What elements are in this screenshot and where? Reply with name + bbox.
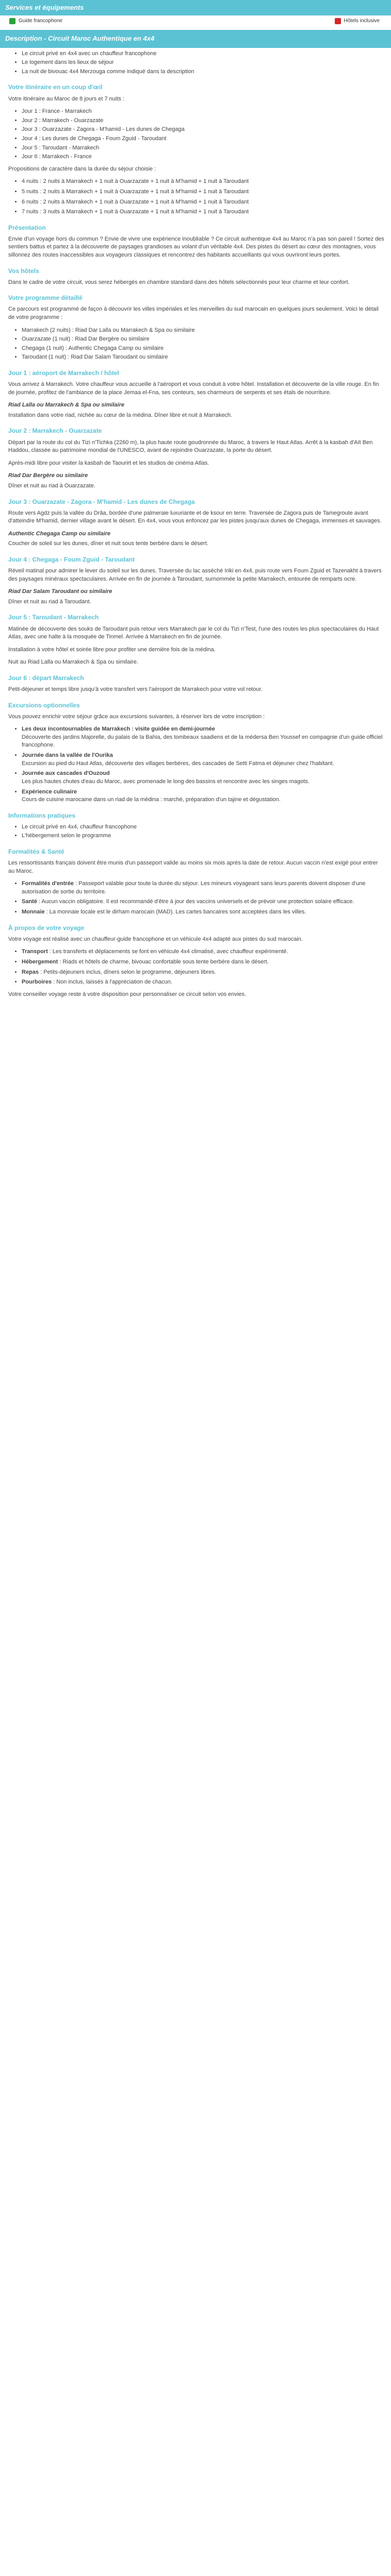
detail-title: Votre programme détaillé — [8, 294, 83, 302]
service-hotels-label: Hôtels inclusive — [344, 18, 380, 24]
day3-text: Route vers Agdz puis la vallée du Drâa, bordée d'une palmeraie luxuriante et de ksour en terre. Traversée de Zagora puis de Tamegroute avant d'atteindre M'hamid, dernier village avant le désert. En 4x4, vous vous enfoncez par les pistes jusqu'aux dunes de Chegaga, immenses et sauvages. — [8, 510, 382, 524]
optional-title: Excursions optionnelles — [8, 701, 80, 709]
hotels-title: Vos hôtels — [8, 267, 39, 275]
itinerary-title: Votre itinéraire en un coup d'œil — [8, 83, 103, 91]
formalities-label: Santé — [22, 899, 37, 905]
service-guide-label: Guide francophone — [19, 18, 63, 24]
apropos-label: Transport — [22, 948, 48, 955]
day4-text: Réveil matinal pour admirer le lever du soleil sur les dunes. Traversée du lac asséché Iriki en 4x4, puis route vers Foum Zguid et Tazenakht à travers des paysages minéraux spectaculaires. Arrivée en fin de journée à Taroudant, surnommée la petite Marrakech, entourée de remparts ocre. — [8, 568, 382, 582]
optional-item-text: Découverte des jardins Majorelle, du palais de la Bahia, des tombeaux saadiens et de la médersa Ben Youssef en compagnie d'un guide officiel francophone. — [22, 734, 383, 749]
optional-item-title: Les deux incontournables de Marrakech : visite guidée en demi-journée — [22, 726, 215, 733]
list-item: • 7 nuits : 3 nuits à Marrakech + 1 nuit à Ouarzazate + 1 nuit à M'hamid + 1 nuit à Taroudant — [22, 208, 385, 216]
formalities-label: Monnaie — [22, 909, 45, 916]
presentation-text: Envie d'un voyage hors du commun ? Envie de vivre une expérience inoubliable ? Ce circuit authentique 4x4 au Maroc n'a pas son pareil ! Sortez des sentiers battus et partez à la découverte de paysages grandioses au volant d'un véritable 4x4. Des pistes du désert au cœur des montagnes, vous sillonnez des routes inaccessibles aux voyageurs classiques et rencontrez des habitants accueillants qui vous ouvriront leurs portes. — [8, 235, 384, 259]
list-item: • Le logement dans les lieux de séjour — [22, 59, 385, 67]
list-item: • Monnaie : La monnaie locale est le dirham marocain (MAD). Les cartes bancaires sont acceptées dans les villes. — [22, 908, 385, 917]
list-item: • Ouarzazate (1 nuit) : Riad Dar Bergère ou similaire — [22, 335, 385, 344]
day2-title: Jour 2 : Marrakech - Ouarzazate — [8, 427, 102, 435]
day6-title: Jour 6 : départ Marrakech — [8, 674, 84, 682]
formalities-title: Formalités & Santé — [8, 848, 64, 855]
service-guide — [9, 18, 62, 25]
day6-text: Petit-déjeuner et temps libre jusqu'à votre transfert vers l'aéroport de Marrakech pour votre vol retour. — [8, 686, 263, 692]
apropos-footer: Votre conseiller voyage reste à votre disposition pour personnaliser ce circuit selon vos envies. — [8, 991, 247, 997]
list-item: • Jour 3 : Ouarzazate - Zagora - M'hamid - Les dunes de Chegaga — [22, 126, 385, 134]
main-content — [0, 48, 391, 1014]
itinerary-days — [8, 108, 385, 161]
list-item: • La nuit de bivouac 4x4 Merzouga comme indiqué dans la description — [22, 68, 385, 76]
optional-intro: Vous pouvez enrichir votre séjour grâce aux excursions suivantes, à réserver lors de votre inscription : — [8, 713, 265, 720]
apropos-label: Repas — [22, 969, 39, 975]
list-item: • Repas : Petits-déjeuners inclus, dîners selon le programme, déjeuners libres. — [22, 969, 385, 977]
included-title: Informations pratiques — [8, 811, 76, 819]
hotel-options — [8, 178, 385, 216]
day3-note: Coucher de soleil sur les dunes, dîner et nuit sous tente berbère dans le désert. — [8, 540, 208, 547]
list-item — [22, 752, 385, 768]
day2-note: Dîner et nuit au riad à Ouarzazate. — [8, 482, 95, 489]
apropos-item-text: Non inclus, laissés à l'appréciation de chacun. — [56, 979, 172, 986]
day5-note: Nuit au Riad Lalla ou Marrakech & Spa ou similaire. — [8, 659, 138, 666]
apropos-title: À propos de votre voyage — [8, 924, 85, 931]
list-item — [22, 770, 385, 786]
day2-text: Départ par la route du col du Tizi n'Tichka (2260 m), la plus haute route goudronnée du Maroc, à travers le Haut Atlas. Arrêt à la kasbah d'Aït Ben Haddou, classée au patrimoine mondial de l'UNESCO, avant de rejoindre Ouarzazate, la porte du désert. — [8, 439, 373, 454]
list-item: • Jour 1 : France - Marrakech — [22, 108, 385, 116]
list-item: • Chegaga (1 nuit) : Authentic Chegaga Camp ou similaire — [22, 345, 385, 353]
day5-text: Matinée de découverte des souks de Taroudant puis retour vers Marrakech par le col du Tizi n'Test, l'une des routes les plus spectaculaires du Haut Atlas, avec une halte à la mosquée de Tinmel. Arrivée à Marrakech en fin de journée. — [8, 625, 379, 640]
day1-title: Jour 1 : aéroport de Marrakech / hôtel — [8, 369, 119, 377]
list-item: • 5 nuits : 2 nuits à Marrakech + 1 nuit à Ouarzazate + 1 nuit à M'hamid + 1 nuit à Taroudant — [22, 188, 385, 196]
description-title: Description - Circuit Maroc Authentique en 4x4 — [0, 30, 391, 47]
list-item: • Transport : Les transferts et déplacements se font en véhicule 4x4 climatisé, avec chauffeur expérimenté. — [22, 948, 385, 956]
day4-note: Dîner et nuit au riad à Taroudant. — [8, 598, 91, 605]
day5-title: Jour 5 : Taroudant - Marrakech — [8, 614, 99, 621]
optional-item-text: Les plus hautes chutes d'eau du Maroc, avec promenade le long des bassins et rencontre avec les singes magots. — [22, 778, 309, 785]
apropos-list — [8, 948, 385, 986]
optional-list — [8, 725, 385, 804]
included-list — [8, 823, 385, 840]
list-item: • Le circuit privé en 4x4 avec un chauffeur francophone — [22, 50, 385, 58]
apropos-item-text: Riads et hôtels de charme, bivouac confortable sous tente berbère dans le désert. — [62, 958, 269, 965]
apropos-label: Hébergement — [22, 958, 58, 965]
formalities-list — [8, 880, 385, 916]
list-item: • Pourboires : Non inclus, laissés à l'appréciation de chacun. — [22, 978, 385, 987]
itinerary-intro: Votre itinéraire au Maroc de 8 jours et 7 nuits : — [8, 95, 125, 102]
day2-hotel-label: Riad Dar Bergère ou similaire — [8, 472, 88, 479]
page — [0, 0, 391, 1013]
list-item: • Jour 2 : Marrakech - Ouarzazate — [22, 117, 385, 125]
detail-intro: Ce parcours est programmé de façon à découvrir les villes impériales et les merveilles du sud marocain en quelques jours seulement. Voici le détail de votre programme : — [8, 306, 379, 320]
day1-text: Vous arrivez à Marrakech. Votre chauffeur vous accueille à l'aéroport et vous conduit à votre hôtel. Installation et découverte de la ville rouge. En fin de journée, profitez de l'ambiance de la place Jemaa el-Fna, ses conteurs, ses charmeurs de serpents et ses étals de nourriture. — [8, 381, 379, 396]
apropos-label: Pourboires — [22, 979, 52, 986]
hotels-intro: Propositions de caractère dans la durée du séjour choisie : — [8, 165, 156, 172]
apropos-item-text: Petits-déjeuners inclus, dîners selon le programme, déjeuners libres. — [43, 969, 216, 975]
hotel-icon — [335, 18, 341, 24]
hotels-text: Dans le cadre de votre circuit, vous serez hébergés en chambre standard dans des hôtels sélectionnés pour leur charme et leur confort. — [8, 279, 350, 285]
list-item: • L'hébergement selon le programme — [22, 832, 385, 840]
day3-title: Jour 3 : Ouarzazate - Zagora - M'hamid - Les dunes de Chegaga — [8, 498, 195, 505]
intro-list — [8, 50, 385, 76]
day5-text-2: Installation à votre hôtel et soirée libre pour profiter une dernière fois de la médina. — [8, 646, 216, 653]
list-item: • Jour 5 : Taroudant - Marrakech — [22, 144, 385, 152]
formalities-label: Formalités d'entrée — [22, 880, 74, 887]
optional-item-text: Cours de cuisine marocaine dans un riad de la médina : marché, préparation d'un tajine et dégustation. — [22, 796, 281, 803]
formalities-item-text: La monnaie locale est le dirham marocain (MAD). Les cartes bancaires sont acceptées dans les villes. — [49, 909, 306, 916]
optional-item-title: Journée dans la vallée de l'Ourika — [22, 752, 113, 759]
list-item: • 4 nuits : 2 nuits à Marrakech + 1 nuit à Ouarzazate + 1 nuit à M'hamid + 1 nuit à Taroudant — [22, 178, 385, 186]
list-item: • Marrakech (2 nuits) : Riad Dar Lalla ou Marrakech & Spa ou similaire — [22, 327, 385, 335]
list-item: • Hébergement : Riads et hôtels de charme, bivouac confortable sous tente berbère dans le désert. — [22, 958, 385, 967]
optional-item-text: Excursion au pied du Haut Atlas, découverte des villages berbères, des cascades de Setti Fatma et déjeuner chez l'habitant. — [22, 760, 334, 767]
list-item: • Santé : Aucun vaccin obligatoire. Il est recommandé d'être à jour des vaccins universels et de prévoir une protection solaire efficace. — [22, 898, 385, 906]
list-item: • Jour 4 : Les dunes de Chegaga - Foum Zguid - Taroudant — [22, 135, 385, 143]
apropos-text: Votre voyage est réalisé avec un chauffeur-guide francophone et un véhicule 4x4 adapté aux pistes du sud marocain. — [8, 936, 303, 942]
service-hotels — [335, 18, 380, 25]
presentation-title: Présentation — [8, 224, 46, 231]
list-item: • Formalités d'entrée : Passeport valable pour toute la durée du séjour. Les mineurs voyageant sans leurs parents doivent disposer d'une autorisation de sortie du territoire. — [22, 880, 385, 896]
list-item: • Taroudant (1 nuit) : Riad Dar Salam Taroudant ou similaire — [22, 353, 385, 362]
optional-item-title: Expérience culinaire — [22, 788, 77, 795]
section-header-services: Services et équipements — [0, 0, 391, 15]
formalities-item-text: Aucun vaccin obligatoire. Il est recommandé d'être à jour des vaccins universels et de prévoir une protection solaire efficace. — [41, 899, 354, 905]
day1-note: Installation dans votre riad, nichée au cœur de la médina. Dîner libre et nuit à Marrakech. — [8, 412, 233, 418]
detail-list — [8, 327, 385, 362]
apropos-item-text: Les transferts et déplacements se font en véhicule 4x4 climatisé, avec chauffeur expérimenté. — [52, 948, 288, 955]
formalities-text: Les ressortissants français doivent être munis d'un passeport valide au moins six mois après la date de retour. Aucun vaccin n'est exigé pour entrer au Maroc. — [8, 860, 378, 874]
optional-item-title: Journée aux cascades d'Ouzoud — [22, 770, 110, 777]
formalities-item-text: Passeport valable pour toute la durée du séjour. Les mineurs voyageant sans leurs parents doivent disposer d'une autorisation de sortie du territoire. — [22, 880, 366, 895]
guide-flag-icon — [9, 18, 15, 24]
day2-text-2: Après-midi libre pour visiter la kasbah de Taourirt et les studios de cinéma Atlas. — [8, 460, 209, 466]
day3-hotel-label: Authentic Chegaga Camp ou similaire — [8, 530, 111, 537]
list-item: • Le circuit privé en 4x4, chauffeur francophone — [22, 823, 385, 832]
day4-hotel-label: Riad Dar Salam Taroudant ou similaire — [8, 588, 112, 595]
day1-hotel-label: Riad Lalla ou Marrakech & Spa ou similaire — [8, 402, 124, 409]
list-item: • Jour 6 : Marrakech - France — [22, 153, 385, 161]
list-item — [22, 725, 385, 750]
list-item — [22, 788, 385, 804]
day4-title: Jour 4 : Chegaga - Foum Zguid - Taroudant — [8, 556, 135, 564]
list-item: • 6 nuits : 2 nuits à Marrakech + 1 nuit à Ouarzazate + 1 nuit à M'hamid + 1 nuit à Taroudant — [22, 198, 385, 207]
services-row — [0, 15, 391, 28]
